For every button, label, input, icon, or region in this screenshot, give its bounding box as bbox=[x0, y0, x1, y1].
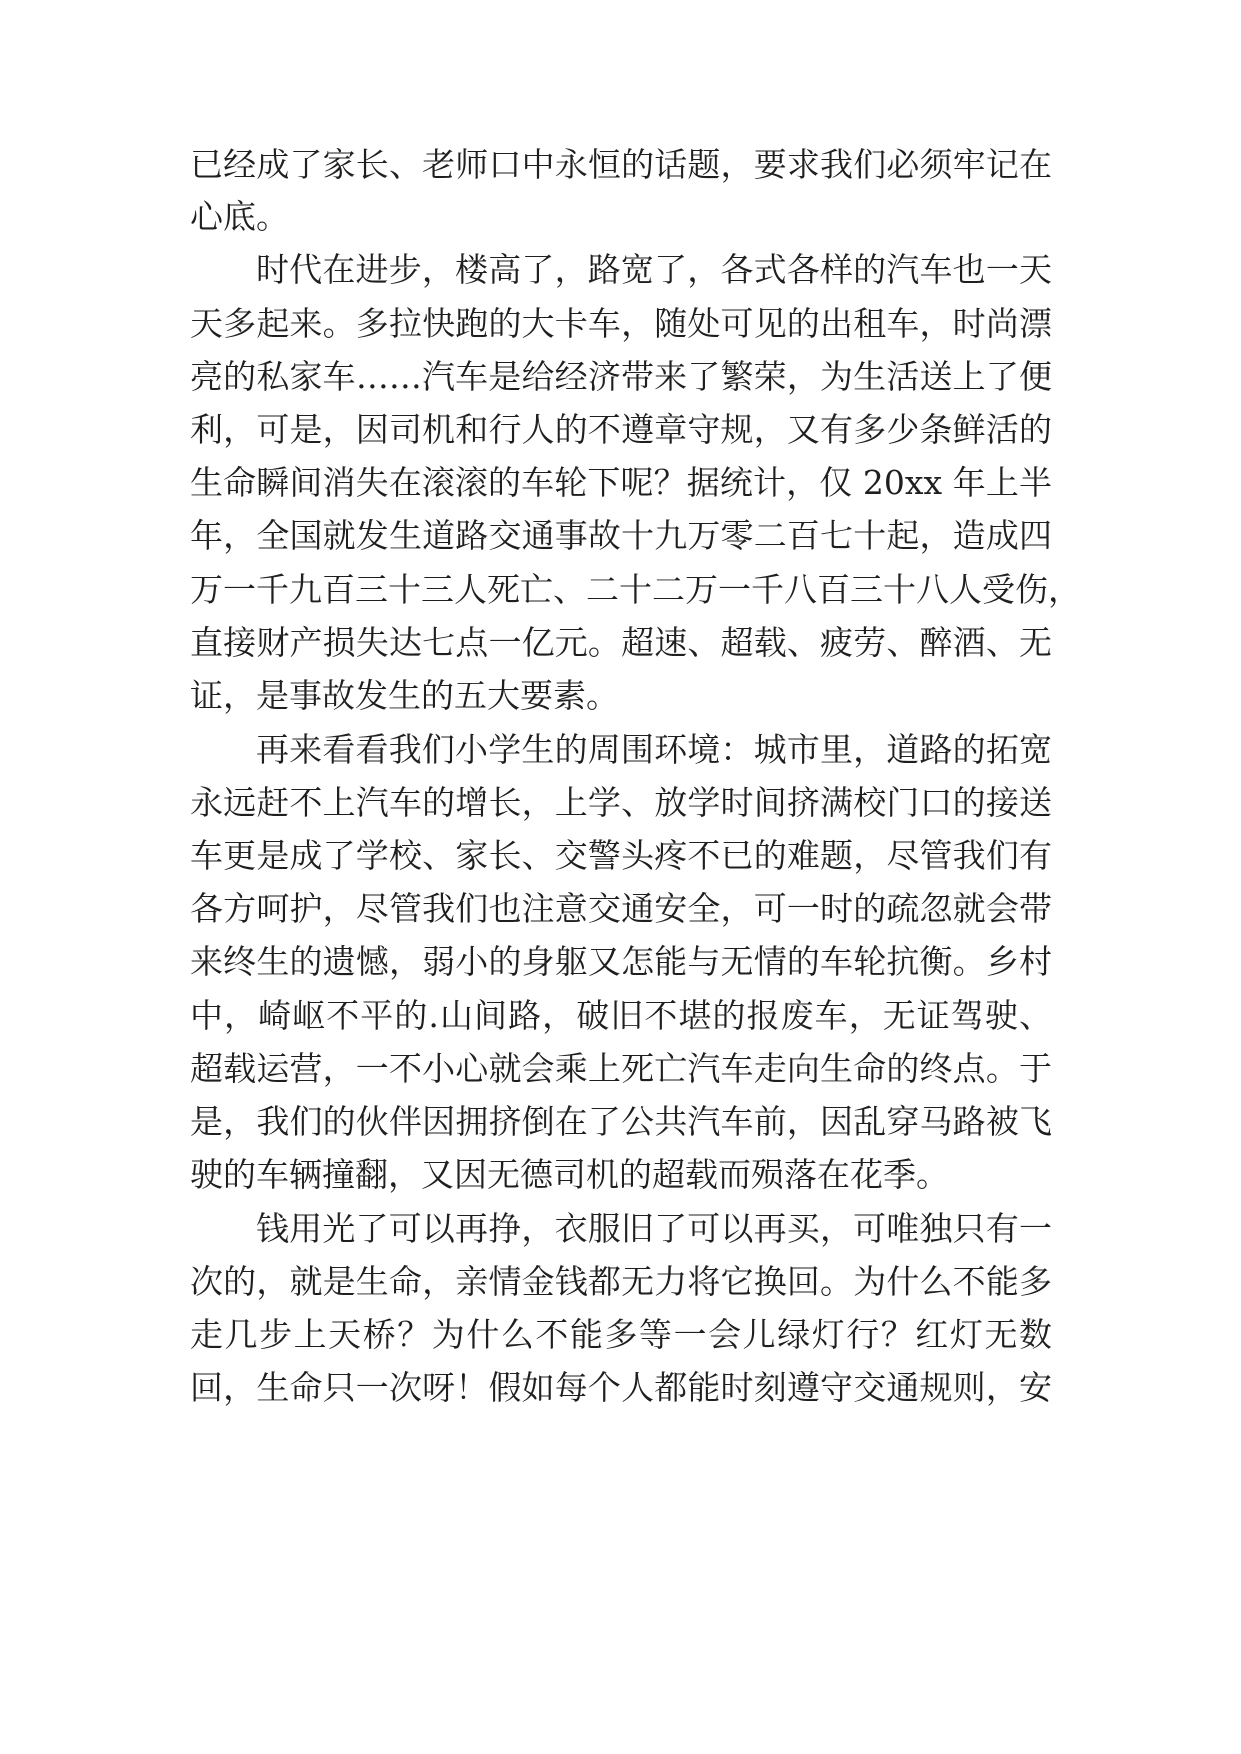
text-line: 天多起来。多拉快跑的大卡车，随处可见的出租车，时尚漂 bbox=[190, 304, 1052, 343]
text-line: 万一千九百三十三人死亡、二十二万一千八百三十八人受伤， bbox=[190, 570, 1081, 609]
text-line: 亮的私家车……汽车是给经济带来了繁荣，为生活送上了便 bbox=[190, 357, 1052, 396]
text-line: 各方呵护，尽管我们也注意交通安全，可一时的疏忽就会带 bbox=[190, 889, 1052, 928]
text-line: 来终生的遗憾，弱小的身躯又怎能与无情的车轮抗衡。乡村 bbox=[190, 942, 1052, 981]
text-line: 利，可是，因司机和行人的不遵章守规，又有多少条鲜活的 bbox=[190, 410, 1052, 449]
text-line: 年，全国就发生道路交通事故十九万零二百七十起，造成四 bbox=[190, 516, 1052, 555]
text-line: 永远赶不上汽车的增长，上学、放学时间挤满校门口的接送 bbox=[190, 783, 1052, 822]
paragraph-first-line: 再来看看我们小学生的周围环境：城市里，道路的拓宽 bbox=[256, 730, 1052, 769]
paragraph-first-line: 钱用光了可以再挣，衣服旧了可以再买，可唯独只有一 bbox=[256, 1209, 1052, 1248]
text-line: 已经成了家长、老师口中永恒的话题，要求我们必须牢记在 bbox=[190, 145, 1052, 184]
text-line: 车更是成了学校、家长、交警头疼不已的难题，尽管我们有 bbox=[190, 836, 1052, 875]
text-line: 次的，就是生命，亲情金钱都无力将它换回。为什么不能多 bbox=[190, 1262, 1052, 1301]
text-line: 驶的车辆撞翻，又因无德司机的超载而殒落在花季。 bbox=[190, 1155, 949, 1194]
text-line: 走几步上天桥？为什么不能多等一会儿绿灯行？红灯无数 bbox=[190, 1315, 1052, 1354]
text-line: 是，我们的伙伴因拥挤倒在了公共汽车前，因乱穿马路被飞 bbox=[190, 1102, 1052, 1141]
text-line: 回，生命只一次呀！假如每个人都能时刻遵守交通规则，安 bbox=[190, 1368, 1052, 1407]
text-line: 超载运营，一不小心就会乘上死亡汽车走向生命的终点。于 bbox=[190, 1049, 1052, 1088]
text-line: 直接财产损失达七点一亿元。超速、超载、疲劳、醉酒、无 bbox=[190, 623, 1052, 662]
text-line: 中，崎岖不平的.山间路，破旧不堪的报废车，无证驾驶、 bbox=[190, 996, 1052, 1035]
text-line: 证，是事故发生的五大要素。 bbox=[190, 676, 619, 715]
text-line: 生命瞬间消失在滚滚的车轮下呢？据统计，仅 20xx 年上半 bbox=[190, 463, 1052, 502]
paragraph-first-line: 时代在进步，楼高了，路宽了，各式各样的汽车也一天 bbox=[256, 250, 1052, 289]
text-line: 心底。 bbox=[190, 197, 289, 236]
